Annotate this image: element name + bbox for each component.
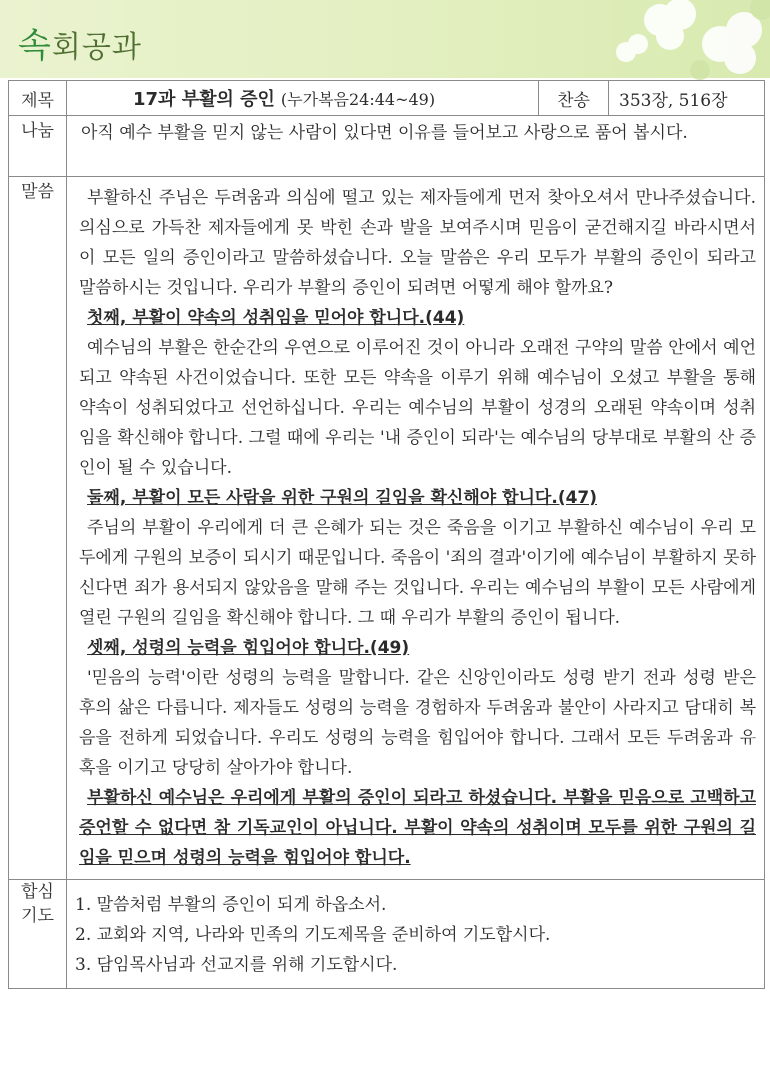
title-cell	[67, 81, 539, 116]
prayer-item-2: 2. 교회와 지역, 나라와 민족의 기도제목을 준비하여 기도합시다.	[75, 925, 551, 945]
prayer-label	[9, 880, 67, 989]
prayer-row	[9, 880, 765, 989]
share-text: 아직 예수 부활을 믿지 않는 사람이 있다면 이유를 들어보고 사랑으로 품어 봅시다.	[67, 116, 765, 177]
lesson-table	[8, 80, 765, 989]
sermon-body	[67, 177, 765, 880]
title-row	[9, 81, 765, 116]
scripture-reference: (누가복음24:44~49)	[280, 90, 436, 109]
brand-rest: 회공과	[51, 30, 142, 65]
word-label: 말씀	[9, 177, 67, 880]
hymn-label: 찬송	[539, 81, 609, 116]
prayer-item-1: 1. 말씀처럼 부활의 증인이 되게 하옵소서.	[75, 895, 387, 915]
point-2-heading: 둘째, 부활이 모든 사람을 위한 구원의 길임을 확신해야 합니다.(47)	[87, 488, 598, 508]
word-row	[9, 177, 765, 880]
sermon-intro: 부활하신 주님은 두려움과 의심에 떨고 있는 제자들에게 먼저 찾아오셔서 만나주셨습니다. 의심으로 가득찬 제자들에게 못 박힌 손과 발을 보여주시며 믿음이 굳건해지길 바라시면서 이 모든 일의 증인이라고 말씀하셨습니다. 오늘 말씀은 우리 모두가 부활의 증인이 되라고 말씀하시는 것입니다. 우리가 부활의 증인이 되려면 어떻게 해야 할까요?	[79, 188, 756, 298]
clover-decoration	[540, 0, 770, 80]
hymn-value: 353장, 516장	[609, 81, 765, 116]
point-3-text: '믿음의 능력'이란 성령의 능력을 말합니다. 같은 신앙인이라도 성령 받기 전과 성령 받은 후의 삶은 다릅니다. 제자들도 성령의 능력을 경험하자 두려움과 불안이 사라지고 담대히 복음을 전하게 되었습니다. 우리도 성령의 능력을 힘입어야 합니다. 그래서 모든 두려움과 유혹을 이기고 당당히 살아가야 합니다.	[79, 668, 756, 778]
point-2-text: 주님의 부활이 우리에게 더 큰 은혜가 되는 것은 죽음을 이기고 부활하신 예수님이 우리 모두에게 구원의 보증이 되시기 때문입니다. 죽음이 '죄의 결과'이기에 예수님이 부활하지 못하신다면 죄가 용서되지 않았음을 말해 주는 것입니다. 우리는 예수님의 부활이 모든 사람에게 열린 구원의 길임을 확신해야 합니다. 그 때 우리가 부활의 증인이 됩니다.	[79, 518, 756, 628]
point-1-text: 예수님의 부활은 한순간의 우연으로 이루어진 것이 아니라 오래전 구약의 말씀 안에서 예언되고 약속된 사건이었습니다. 또한 모든 약속을 이루기 위해 예수님이 오셨고 부활을 통해 약속이 성취되었다고 선언하십니다. 우리는 예수님의 부활이 성경의 오래된 약속이며 성취임을 확신해야 합니다. 그럴 때에 우리는 '내 증인이 되라'는 예수님의 당부대로 부활의 산 증인이 될 수 있습니다.	[79, 338, 756, 478]
lesson-title: 17과 부활의 증인	[133, 89, 275, 110]
point-1-heading: 첫째, 부활이 약속의 성취임을 믿어야 합니다.(44)	[87, 308, 465, 328]
prayer-list	[67, 880, 765, 989]
point-3-heading: 셋째, 성령의 능력을 힘입어야 합니다.(49)	[87, 638, 410, 658]
share-row	[9, 116, 765, 177]
sermon-conclusion: 부활하신 예수님은 우리에게 부활의 증인이 되라고 하셨습니다. 부활을 믿음으로 고백하고 증언할 수 없다면 참 기독교인이 아닙니다. 부활이 약속의 성취이며 모두를 위한 구원의 길임을 믿으며 성령의 능력을 힘입어야 합니다.	[79, 788, 756, 868]
brand-title	[18, 18, 142, 67]
prayer-label-line1: 합심	[21, 882, 54, 902]
brand-accent: 속	[18, 26, 52, 66]
share-label: 나눔	[9, 116, 67, 177]
prayer-item-3: 3. 담임목사님과 선교지를 위해 기도합시다.	[75, 955, 398, 975]
title-label: 제목	[9, 81, 67, 116]
prayer-label-line2: 기도	[21, 906, 54, 926]
